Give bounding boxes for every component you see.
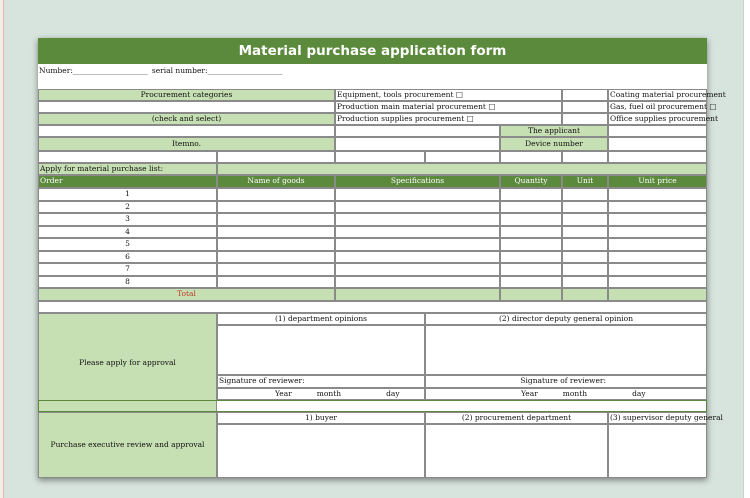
row-7-unit-price[interactable] <box>608 263 707 276</box>
row-1-specifications[interactable] <box>335 188 500 201</box>
row-4-quantity[interactable] <box>500 226 562 239</box>
row-1-unit-price[interactable] <box>608 188 707 201</box>
caption-fill <box>217 163 707 175</box>
device-number-field[interactable] <box>608 137 707 151</box>
row-7-name-of-goods[interactable] <box>217 263 335 276</box>
row-2-name-of-goods[interactable] <box>217 201 335 214</box>
row-5-specifications[interactable] <box>335 238 500 251</box>
blank-cell <box>217 151 335 163</box>
item-no-label: Itemno. <box>38 137 335 151</box>
serial-field[interactable]: ____________________ <box>207 65 283 75</box>
director-day: day <box>632 388 646 398</box>
dept-opinions-header: (1) department opinions <box>217 313 425 325</box>
col-quantity: Quantity <box>500 175 562 188</box>
blank-cell <box>425 151 500 163</box>
row-5-unit-price[interactable] <box>608 238 707 251</box>
number-row <box>38 65 707 77</box>
row-3-specifications[interactable] <box>335 213 500 226</box>
director-date-row[interactable] <box>425 388 707 400</box>
applicant-field[interactable] <box>608 125 707 137</box>
applicant-label: The applicant <box>500 125 608 137</box>
row-4-unit-price[interactable] <box>608 226 707 239</box>
option-production-main[interactable]: Production main material procurement □ <box>335 101 562 113</box>
number-field[interactable]: ____________________ <box>72 65 148 75</box>
blank-cell <box>500 151 562 163</box>
blank-cell <box>562 151 608 163</box>
total-unit[interactable] <box>562 288 608 301</box>
option-equipment[interactable]: Equipment, tools procurement □ <box>335 89 562 101</box>
director-year: Year <box>521 388 538 398</box>
row-8-unit[interactable] <box>562 276 608 289</box>
serial-label: serial number: <box>151 65 208 75</box>
total-specifications[interactable] <box>335 288 500 301</box>
row-6-specifications[interactable] <box>335 251 500 264</box>
director-opinion-header: (2) director deputy general opinion <box>425 313 707 325</box>
dept-month: month <box>316 388 342 398</box>
row-4-unit[interactable] <box>562 226 608 239</box>
option-gas-fuel[interactable]: Gas, fuel oil procurement □ <box>608 101 707 113</box>
row-2-order: 2 <box>38 201 217 214</box>
col-name-of-goods: Name of goods <box>217 175 335 188</box>
row-6-order: 6 <box>38 251 217 264</box>
selected-row[interactable] <box>38 400 707 412</box>
row-2-unit-price[interactable] <box>608 201 707 214</box>
row-5-unit[interactable] <box>562 238 608 251</box>
blank-cell <box>562 89 608 101</box>
option-office[interactable]: Office supplies procurement <box>608 113 707 125</box>
row-2-unit[interactable] <box>562 201 608 214</box>
procurement-dept-header: (2) procurement department <box>425 412 608 424</box>
director-signature-label: Signature of reviewer: <box>425 375 707 388</box>
row-2-specifications[interactable] <box>335 201 500 214</box>
row-3-unit[interactable] <box>562 213 608 226</box>
procurement-categories-label: Procurement categories <box>38 89 335 101</box>
row-3-quantity[interactable] <box>500 213 562 226</box>
item-no-field[interactable] <box>335 137 500 151</box>
row-4-specifications[interactable] <box>335 226 500 239</box>
blank-cell <box>38 125 335 137</box>
row-3-name-of-goods[interactable] <box>217 213 335 226</box>
dept-opinions-field[interactable] <box>217 325 425 375</box>
row-1-order: 1 <box>38 188 217 201</box>
row-6-quantity[interactable] <box>500 251 562 264</box>
blank-cell <box>608 151 707 163</box>
row-7-quantity[interactable] <box>500 263 562 276</box>
check-select-label: (check and select) <box>38 113 335 125</box>
list-caption: Apply for material purchase list: <box>38 163 217 175</box>
spacer-row <box>38 301 707 313</box>
buyer-field[interactable] <box>217 424 425 478</box>
supervisor-header: (3) supervisor deputy general <box>608 412 707 424</box>
row-4-order: 4 <box>38 226 217 239</box>
blank-cell <box>562 113 608 125</box>
option-coating[interactable]: Coating material procurement <box>608 89 707 101</box>
number-label: Number: <box>39 65 73 75</box>
row-5-order: 5 <box>38 238 217 251</box>
row-7-unit[interactable] <box>562 263 608 276</box>
row-4-name-of-goods[interactable] <box>217 226 335 239</box>
blank-cell <box>562 101 608 113</box>
director-month: month <box>562 388 588 398</box>
row-1-name-of-goods[interactable] <box>217 188 335 201</box>
buyer-header: 1) buyer <box>217 412 425 424</box>
row-7-order: 7 <box>38 263 217 276</box>
row-3-unit-price[interactable] <box>608 213 707 226</box>
row-1-unit[interactable] <box>562 188 608 201</box>
row-8-order: 8 <box>38 276 217 289</box>
row-8-quantity[interactable] <box>500 276 562 289</box>
row-5-quantity[interactable] <box>500 238 562 251</box>
row-8-name-of-goods[interactable] <box>217 276 335 289</box>
row-3-order: 3 <box>38 213 217 226</box>
blank-cell <box>38 151 217 163</box>
blank-cell <box>335 151 425 163</box>
approval-label: Please apply for approval <box>38 313 217 414</box>
dept-year: Year <box>275 388 292 398</box>
blank-cell <box>38 101 335 113</box>
form-title: Material purchase application form <box>38 38 707 64</box>
dept-date-row[interactable] <box>217 388 425 400</box>
dept-signature-label: Signature of reviewer: <box>217 375 425 388</box>
row-6-unit[interactable] <box>562 251 608 264</box>
supervisor-field[interactable] <box>608 424 707 478</box>
row-8-unit-price[interactable] <box>608 276 707 289</box>
dept-day: day <box>386 388 400 398</box>
executive-label: Purchase executive review and approval <box>38 412 217 478</box>
row-1-quantity[interactable] <box>500 188 562 201</box>
row-8-specifications[interactable] <box>335 276 500 289</box>
director-opinion-field[interactable] <box>425 325 707 375</box>
col-specifications: Specifications <box>335 175 500 188</box>
option-production-supplies[interactable]: Production supplies procurement □ <box>335 113 562 125</box>
col-unit-price: Unit price <box>608 175 707 188</box>
total-unit-price[interactable] <box>608 288 707 301</box>
window-right-edge <box>743 0 750 498</box>
row-6-name-of-goods[interactable] <box>217 251 335 264</box>
total-quantity[interactable] <box>500 288 562 301</box>
form-sheet <box>38 38 726 478</box>
col-order: Order <box>38 175 217 188</box>
row-6-unit-price[interactable] <box>608 251 707 264</box>
total-label: Total <box>38 288 335 301</box>
row-2-quantity[interactable] <box>500 201 562 214</box>
col-unit: Unit <box>562 175 608 188</box>
blank-cell <box>335 125 500 137</box>
window-left-edge <box>0 0 4 498</box>
procurement-dept-field[interactable] <box>425 424 608 478</box>
row-5-name-of-goods[interactable] <box>217 238 335 251</box>
row-7-specifications[interactable] <box>335 263 500 276</box>
device-number-label: Device number <box>500 137 608 151</box>
